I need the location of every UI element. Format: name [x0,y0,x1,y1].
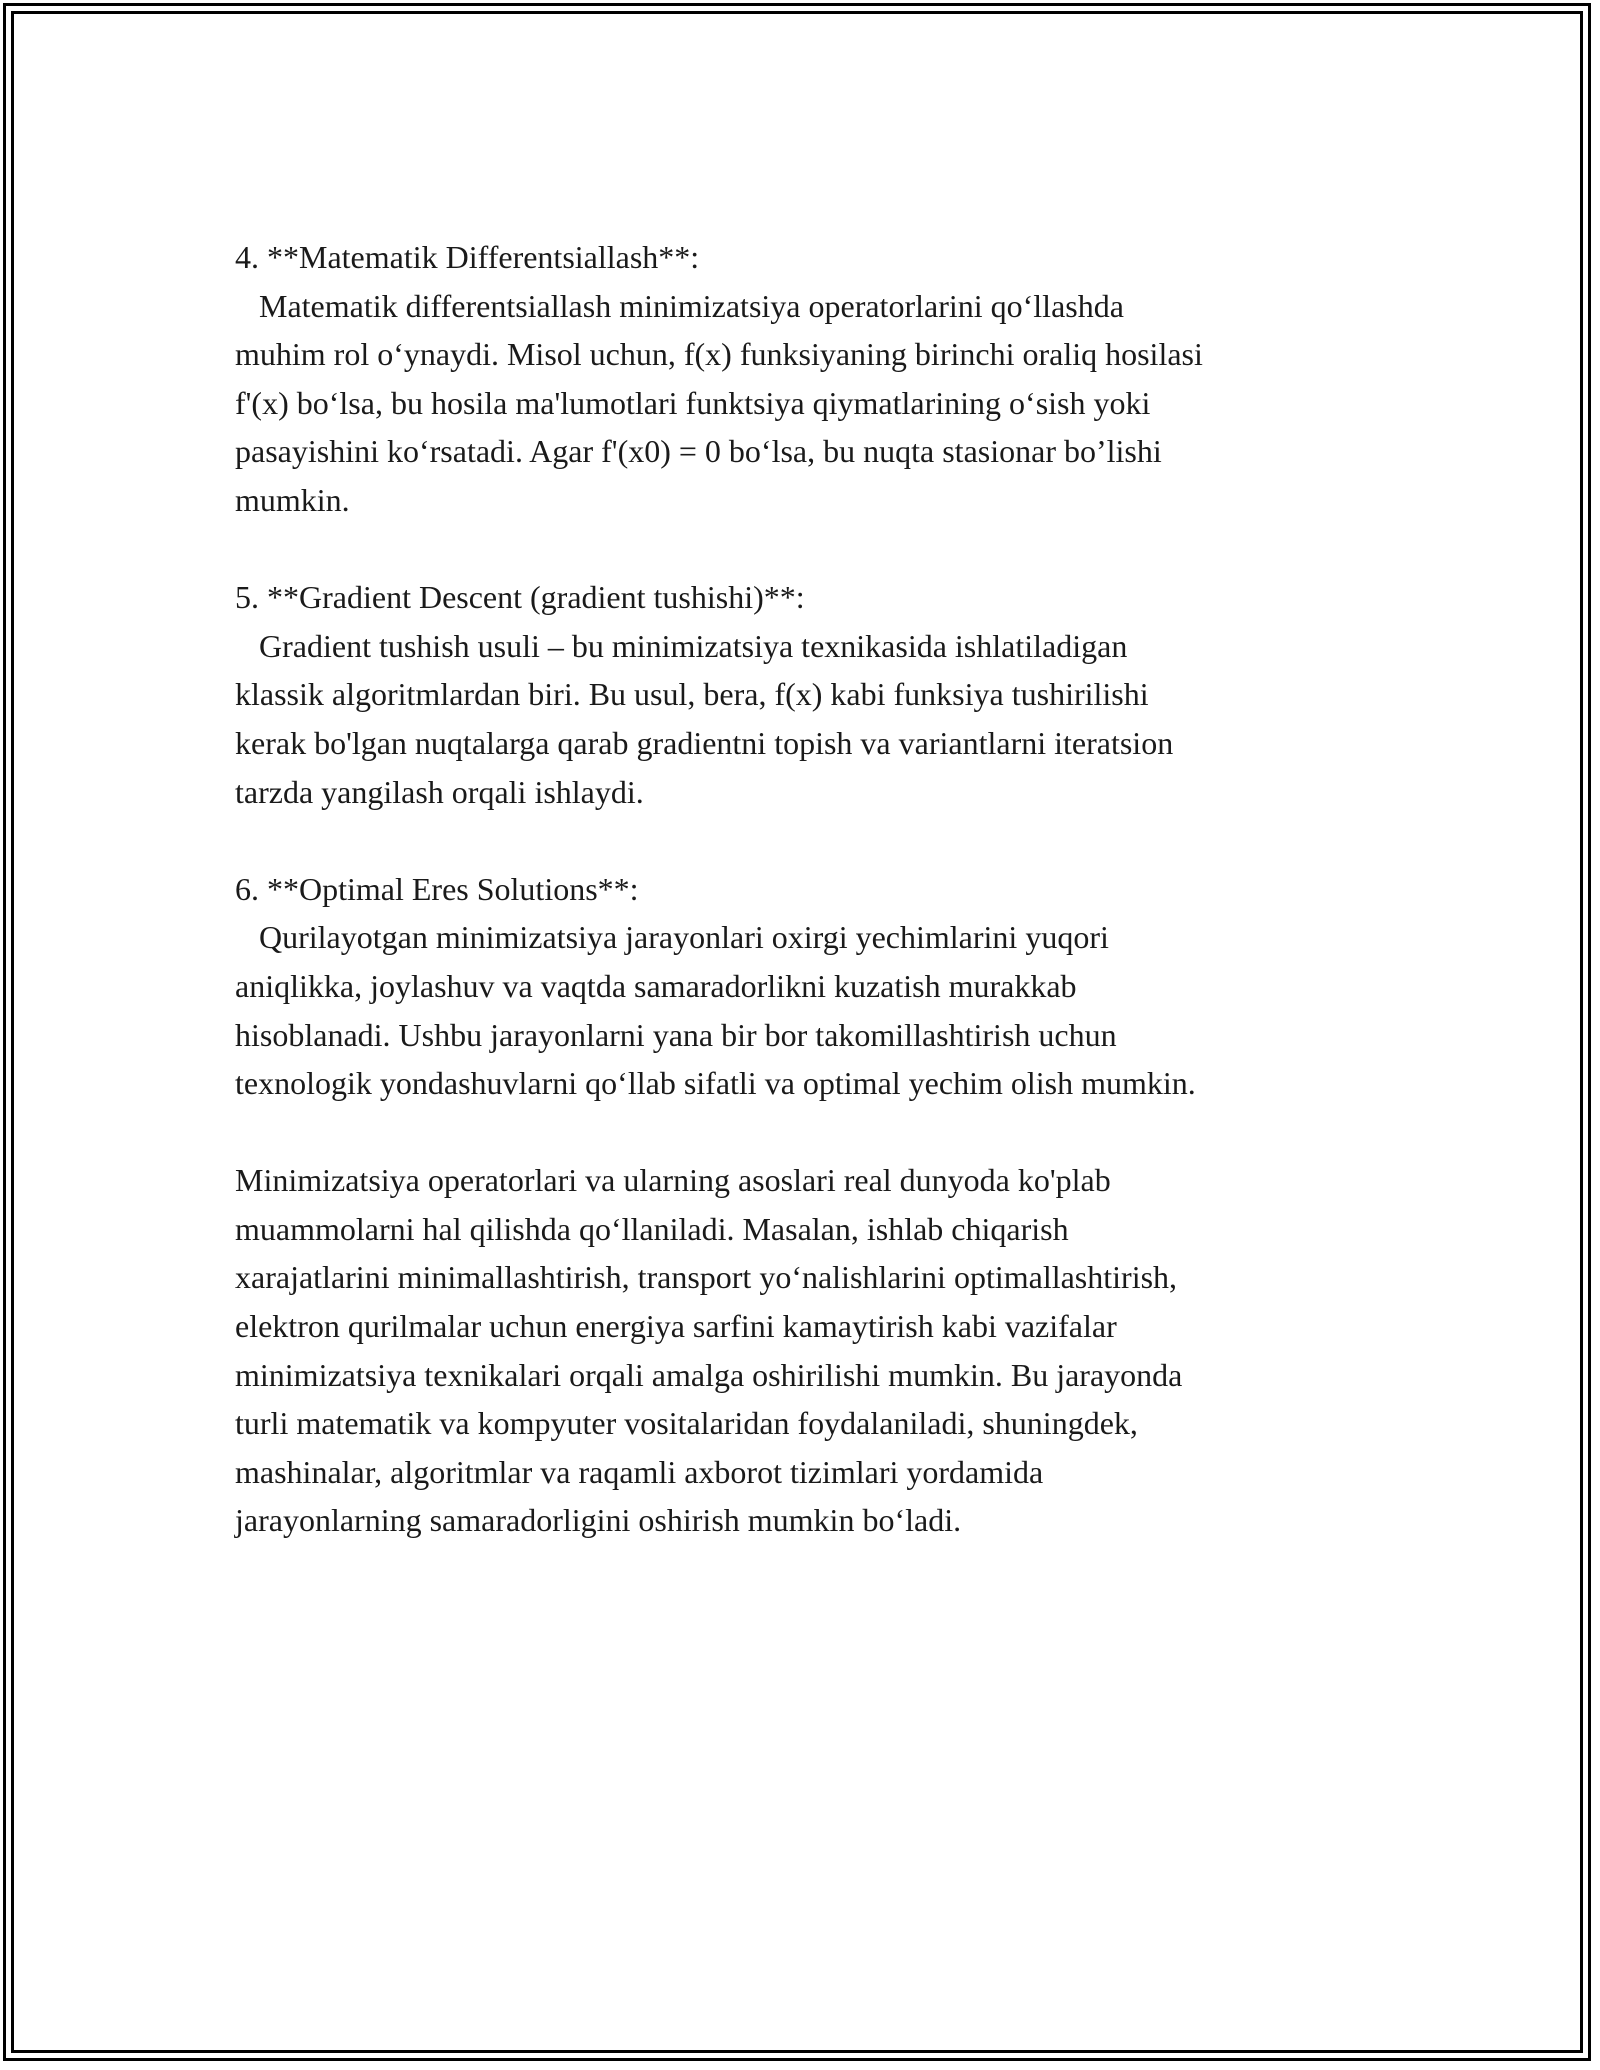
paragraph-line: aniqlikka, joylashuv va vaqtda samaradorlikni kuzatish murakkab [235,967,1077,1004]
paragraph-line: kerak bo'lgan nuqtalarga qarab gradientni topish va variantlarni iteratsion [235,724,1174,761]
blank-line [235,525,1365,574]
section-heading: 6. **Optimal Eres Solutions**: [235,870,639,907]
paragraph-line: elektron qurilmalar uchun energiya sarfini kamaytirish kabi vazifalar [235,1308,1117,1345]
closing-paragraph [235,1156,1365,1545]
section-4 [235,233,1365,525]
section-6 [235,865,1365,1108]
paragraph-line: muhim rol o‘ynaydi. Misol uchun, f(x) funksiyaning birinchi oraliq hosilasi [235,336,1203,373]
paragraph-line: klassik algoritmlardan biri. Bu usul, bera, f(x) kabi funksiya tushirilishi [235,676,1149,713]
paragraph-line: xarajatlarini minimallashtirish, transport yo‘nalishlarini optimallashtirish, [235,1259,1178,1296]
paragraph-line: jarayonlarning samaradorligini oshirish mumkin bo‘ladi. [235,1502,962,1539]
blank-line [235,816,1365,865]
paragraph-line: hisoblanadi. Ushbu jarayonlarni yana bir bor takomillashtirish uchun [235,1016,1117,1053]
paragraph-line: Gradient tushish usuli – bu minimizatsiya texnikasida ishlatiladigan [235,627,1128,664]
paragraph-line: Matematik differentsiallash minimizatsiya operatorlarini qo‘llashda [235,287,1124,324]
section-5 [235,573,1365,816]
paragraph-line: tarzda yangilash orqali ishlaydi. [235,773,644,810]
paragraph-line: Qurilayotgan minimizatsiya jarayonlari oxirgi yechimlarini yuqori [235,919,1109,956]
paragraph-line: pasayishini ko‘rsatadi. Agar f'(x0) = 0 bo‘lsa, bu nuqta stasionar bo’lishi [235,433,1162,470]
paragraph-line: turli matematik va kompyuter vositalaridan foydalaniladi, shuningdek, [235,1405,1138,1442]
paragraph-line: muammolarni hal qilishda qo‘llaniladi. Masalan, ishlab chiqarish [235,1210,1069,1247]
paragraph-line: f'(x) bo‘lsa, bu hosila ma'lumotlari funktsiya qiymatlarining o‘sish yoki [235,384,1151,421]
section-heading: 5. **Gradient Descent (gradient tushishi)**: [235,579,805,616]
paragraph-line: Minimizatsiya operatorlari va ularning asoslari real dunyoda ko'plab [235,1162,1111,1199]
paragraph-line: minimizatsiya texnikalari orqali amalga oshirilishi mumkin. Bu jarayonda [235,1356,1183,1393]
blank-line [235,1108,1365,1157]
paragraph-line: mashinalar, algoritmlar va raqamli axborot tizimlari yordamida [235,1453,1044,1490]
section-heading: 4. **Matematik Differentsiallash**: [235,239,700,275]
paragraph-line: mumkin. [235,481,350,518]
paragraph-line: texnologik yondashuvlarni qo‘llab sifatli va optimal yechim olish mumkin. [235,1065,1196,1102]
document-body [235,233,1365,1545]
